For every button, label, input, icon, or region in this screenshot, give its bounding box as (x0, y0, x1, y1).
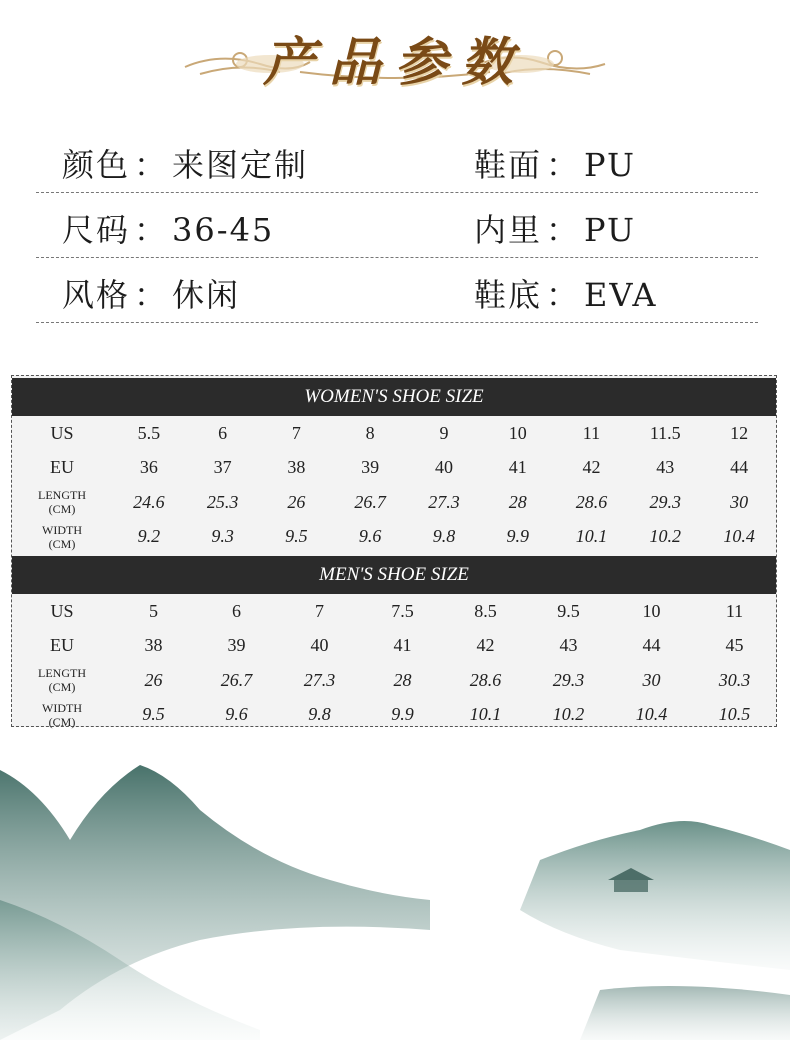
attr-style: 风格 ： 休闲 (62, 276, 241, 314)
size-cell: 11 (582, 422, 601, 443)
size-cell: 42 (582, 457, 601, 478)
size-cell: 10.1 (575, 526, 608, 547)
size-cell: 43 (559, 635, 578, 656)
size-row (12, 594, 776, 629)
size-cell: 27.3 (428, 491, 460, 512)
size-row (12, 451, 776, 486)
ink-mountain-landscape (0, 730, 790, 1040)
size-cell: 9.8 (432, 526, 456, 547)
size-cell: 10.4 (723, 526, 755, 547)
size-cell: 9.3 (211, 526, 234, 547)
size-cell: 28 (393, 669, 412, 690)
size-cell: 45 (725, 635, 744, 656)
size-cell: 43 (656, 457, 675, 478)
size-cell: 9.5 (557, 600, 580, 621)
size-cell: 10.5 (718, 704, 751, 725)
size-row (12, 629, 776, 664)
attribute-row (36, 193, 758, 258)
size-cell: 29.3 (649, 491, 681, 512)
size-cell: 9.9 (391, 704, 414, 725)
women-size-table (12, 416, 776, 554)
size-cell: 38 (287, 457, 306, 478)
size-cell: 26 (287, 491, 306, 512)
size-cell: 5.5 (137, 422, 161, 443)
size-cell: 25.3 (206, 491, 239, 512)
size-cell: 10 (642, 600, 661, 621)
size-row (12, 520, 776, 555)
attr-size: 尺码 ： 36-45 (62, 211, 275, 249)
size-cell: 26.7 (220, 669, 253, 690)
size-cell: 9 (439, 422, 449, 443)
attr-color: 颜色 ： 来图定制 (62, 146, 309, 184)
size-row (12, 416, 776, 451)
size-cell: 9.5 (142, 704, 165, 725)
size-row (12, 663, 776, 698)
attr-upper: 鞋面 ： PU (474, 146, 636, 184)
size-cell: 9.8 (308, 704, 331, 725)
title-banner (180, 12, 610, 92)
size-cell: 10.1 (469, 704, 502, 725)
size-cell: 44 (730, 457, 749, 478)
size-cell: 26.7 (354, 491, 386, 512)
size-cell: 9.5 (285, 526, 308, 547)
size-cell: 9.9 (506, 526, 529, 547)
size-cell: 41 (508, 457, 527, 478)
women-size-heading: WOMEN'S SHOE SIZE (12, 378, 776, 416)
size-cell: 29.3 (552, 669, 585, 690)
row-label: US (50, 600, 74, 621)
size-cell: 39 (361, 457, 380, 478)
size-cell: 12 (730, 422, 749, 443)
size-cell: 7 (291, 422, 301, 443)
size-cell: 8.5 (474, 600, 497, 621)
size-cell: 8 (365, 422, 375, 443)
row-label: LENGTH (CM) (38, 666, 86, 695)
size-cell: 30.3 (718, 669, 751, 690)
men-size-table (12, 594, 776, 732)
size-cell: 7 (315, 600, 324, 621)
size-row (12, 698, 776, 733)
size-row (12, 485, 776, 520)
size-cell: 28.6 (469, 669, 502, 690)
men-size-heading: MEN'S SHOE SIZE (12, 556, 776, 594)
row-label: WIDTH (CM) (42, 522, 82, 551)
attr-lining: 内里 ： PU (474, 211, 636, 249)
size-cell: 40 (310, 635, 329, 656)
size-cell: 30 (642, 669, 661, 690)
row-label: LENGTH (CM) (38, 488, 86, 517)
row-label: WIDTH (CM) (42, 700, 82, 729)
row-label: EU (50, 457, 74, 478)
size-chart (11, 375, 777, 727)
size-cell: 30 (730, 491, 749, 512)
size-cell: 11 (725, 600, 744, 621)
size-cell: 38 (144, 635, 163, 656)
size-cell: 5 (149, 600, 158, 621)
size-cell: 6 (218, 422, 228, 443)
attr-sole: 鞋底 ： EVA (474, 276, 658, 314)
size-cell: 36 (139, 457, 158, 478)
size-cell: 37 (213, 457, 232, 478)
size-cell: 28.6 (575, 491, 608, 512)
size-cell: 44 (642, 635, 661, 656)
size-cell: 24.6 (133, 491, 165, 512)
size-cell: 28 (508, 491, 527, 512)
size-cell: 26 (144, 669, 163, 690)
row-label: US (50, 422, 74, 443)
size-cell: 39 (227, 635, 246, 656)
attribute-row (36, 258, 758, 323)
size-cell: 11.5 (649, 422, 681, 443)
size-cell: 9.2 (137, 526, 161, 547)
size-cell: 10.2 (649, 526, 681, 547)
size-cell: 10 (508, 422, 527, 443)
page-title: 产品参数 (262, 32, 527, 93)
size-cell: 9.6 (225, 704, 248, 725)
size-cell: 10.2 (552, 704, 585, 725)
row-label: EU (50, 635, 74, 656)
size-cell: 41 (393, 635, 412, 656)
size-cell: 6 (232, 600, 241, 621)
size-cell: 40 (434, 457, 453, 478)
size-cell: 7.5 (391, 600, 414, 621)
size-cell: 10.4 (635, 704, 668, 725)
size-cell: 9.6 (358, 526, 382, 547)
attribute-row (36, 128, 758, 193)
size-cell: 42 (476, 635, 495, 656)
size-cell: 27.3 (303, 669, 336, 690)
